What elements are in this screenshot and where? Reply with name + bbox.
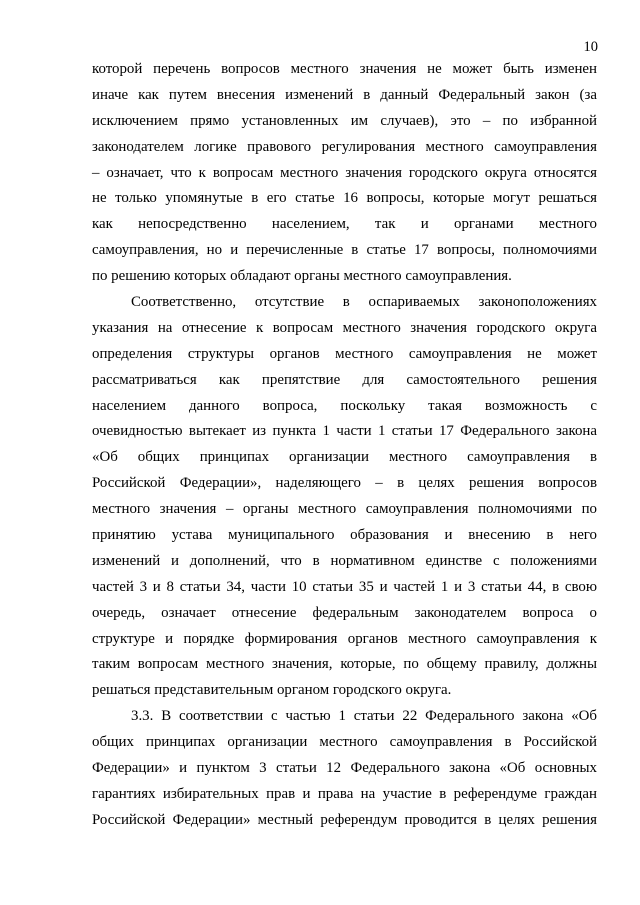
text-line: общих принципах организации местного самоуправления в Российской	[92, 734, 597, 751]
text-line: частей 3 и 8 статьи 34, части 10 статьи 35 и частей 1 и 3 статьи 44, в свою	[92, 578, 597, 595]
text-line: как непосредственно населением, так и органами местного	[92, 216, 597, 233]
text-line: структуре и порядке формирования органов местного самоуправления к	[92, 630, 597, 647]
text-line: самоуправления, но и перечисленные в статье 17 вопросы, полномочиями	[92, 242, 597, 259]
text-line: определения структуры органов местного самоуправления не может	[92, 345, 597, 362]
paragraph	[92, 290, 597, 704]
text-line: принятию устава муниципального образования и внесению в него	[92, 527, 597, 544]
text-line: решаться представительным органом городского округа.	[92, 682, 452, 699]
text-line: гарантиях избирательных прав и права на участие в референдуме граждан	[92, 785, 597, 802]
text-line: «Об общих принципах организации местного самоуправления в	[92, 449, 597, 466]
text-line: по решению которых обладают органы местного самоуправления.	[92, 268, 512, 285]
text-line: – означает, что к вопросам местного значения городского округа относятся	[92, 164, 597, 181]
text-line: Российской Федерации» местный референдум проводится в целях решения	[92, 811, 597, 828]
text-line: не только упомянутые в его статье 16 вопросы, которые могут решаться	[92, 190, 597, 207]
text-line: 3.3. В соответствии с частью 1 статьи 22 Федерального закона «Об	[131, 708, 597, 725]
text-line: очередь, означает отнесение федеральным законодателем вопроса о	[92, 604, 597, 621]
page-number: 10	[583, 39, 598, 55]
text-line: изменений и дополнений, что в нормативном единстве с положениями	[92, 552, 597, 569]
text-line: Российской Федерации», наделяющего – в целях решения вопросов	[92, 475, 597, 492]
text-line: населением данного вопроса, поскольку такая возможность с	[92, 397, 597, 414]
document-body	[92, 57, 597, 834]
paragraph	[92, 57, 597, 290]
text-line: Соответственно, отсутствие в оспариваемых законоположениях	[131, 294, 597, 311]
text-line: законодателем логике правового регулирования местного самоуправления	[92, 138, 597, 155]
text-line: очевидностью вытекает из пункта 1 части 1 статьи 17 Федерального закона	[92, 423, 597, 440]
text-line: указания на отнесение к вопросам местного значения городского округа	[92, 319, 597, 336]
text-line: которой перечень вопросов местного значения не может быть изменен	[92, 61, 597, 77]
text-line: рассматриваться как препятствие для самостоятельного решения	[92, 371, 597, 388]
paragraph	[92, 704, 597, 833]
text-line: местного значения – органы местного самоуправления полномочиями по	[92, 501, 597, 518]
text-line: Федерации» и пунктом 3 статьи 12 Федерального закона «Об основных	[92, 760, 597, 777]
text-line: таким вопросам местного значения, которые, по общему правилу, должны	[92, 656, 597, 673]
text-line: исключением прямо установленных им случаев), это – по избранной	[92, 112, 597, 129]
text-line: иначе как путем внесения изменений в данный Федеральный закон (за	[92, 86, 597, 103]
